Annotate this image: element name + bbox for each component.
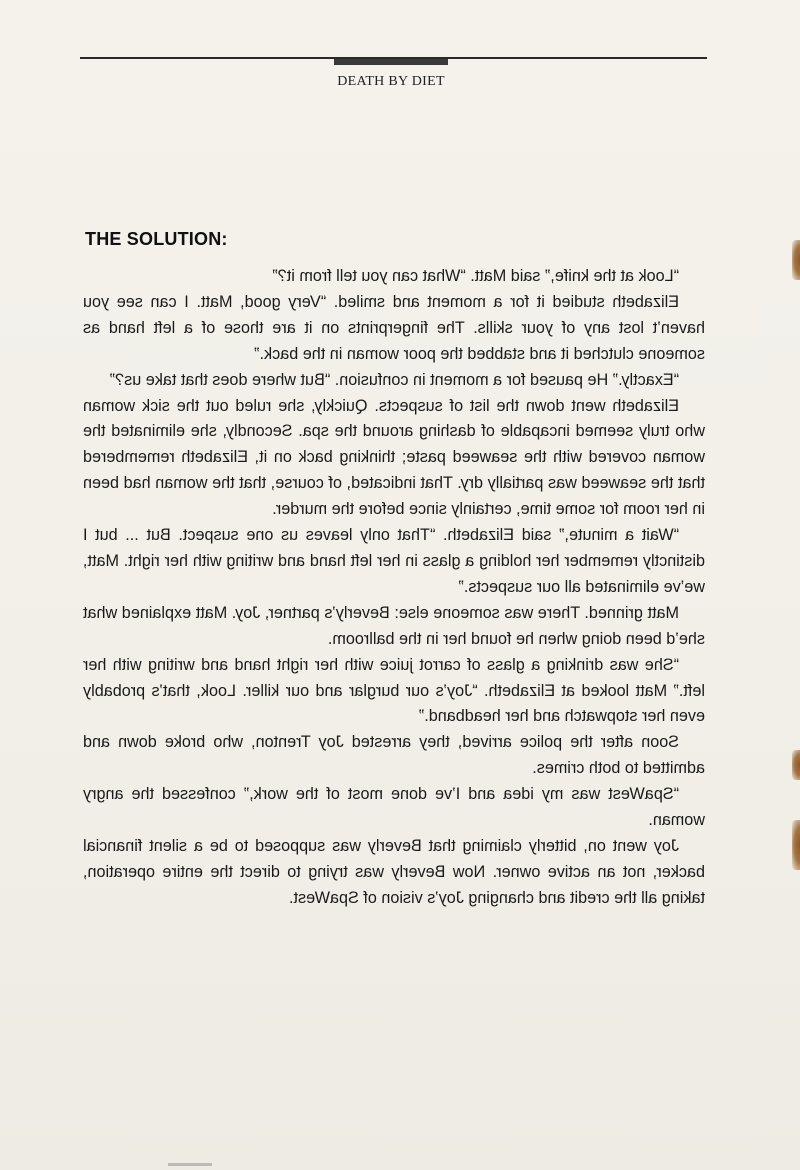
paragraph: “Exactly.” He paused for a moment in confusion. “But where does that take us?” <box>109 370 679 389</box>
paragraph: “Look at the knife,” said Matt. “What can you tell from it?” <box>272 267 679 285</box>
paragraph: “She was drinking a glass of carrot juice with her right hand and writing with her left.” Matt looked at Elizabeth. “Joy’s our burglar and our killer. Look, that’s probably even her stopwatch and her headband.” <box>83 655 705 726</box>
paper-stain <box>792 240 800 280</box>
solution-text-mirrored <box>83 264 705 912</box>
section-title: THE SOLUTION: <box>85 229 228 249</box>
running-title: DEATH BY DIET <box>337 74 445 89</box>
paragraph: Soon after the police arrived, they arrested Joy Trenton, who broke down and admitted to both crimes. <box>83 733 705 778</box>
paragraph: Elizabeth went down the list of suspects. Quickly, she ruled out the sick woman who truly seemed incapable of dashing around the spa. Secondly, she eliminated the woman covered with the seaweed paste; thinking back on it, Elizabeth remembered that the seaweed was partially dry. That indicated, of course, that the woman had been in her room for some time, certainly since before the murder. <box>83 396 705 519</box>
bottom-edge-mark <box>168 1163 212 1166</box>
paragraph: “Wait a minute,” said Elizabeth. “That only leaves us one suspect. But ... but I distinctly remember her holding a glass in her left hand and writing with her right. Matt, we’ve eliminated all our suspects.” <box>83 526 705 596</box>
paragraph: Matt grinned. There was someone else: Beverly’s partner, Joy. Matt explained what she’d been doing when he found her in the ballroom. <box>83 603 705 648</box>
paper-stain <box>792 820 800 870</box>
paragraph: Joy went on, bitterly claiming that Beverly was supposed to be a silent financial backer, not an active owner. Now Beverly was trying to direct the entire operation, taking all the credit and changing Joy’s vision of SpaWest. <box>83 836 705 907</box>
paper-stain <box>792 750 800 780</box>
paragraph: “SpaWest was my idea and I’ve done most of the work,” confessed the angry woman. <box>83 785 705 830</box>
paragraph: Elizabeth studied it for a moment and smiled. “Very good, Matt. I can see you haven’t lost any of your skills. The fingerprints on it are those of a left hand as someone clutched it and stabbed the poor woman in the back.” <box>83 292 705 363</box>
header-tab-bar <box>334 59 448 65</box>
